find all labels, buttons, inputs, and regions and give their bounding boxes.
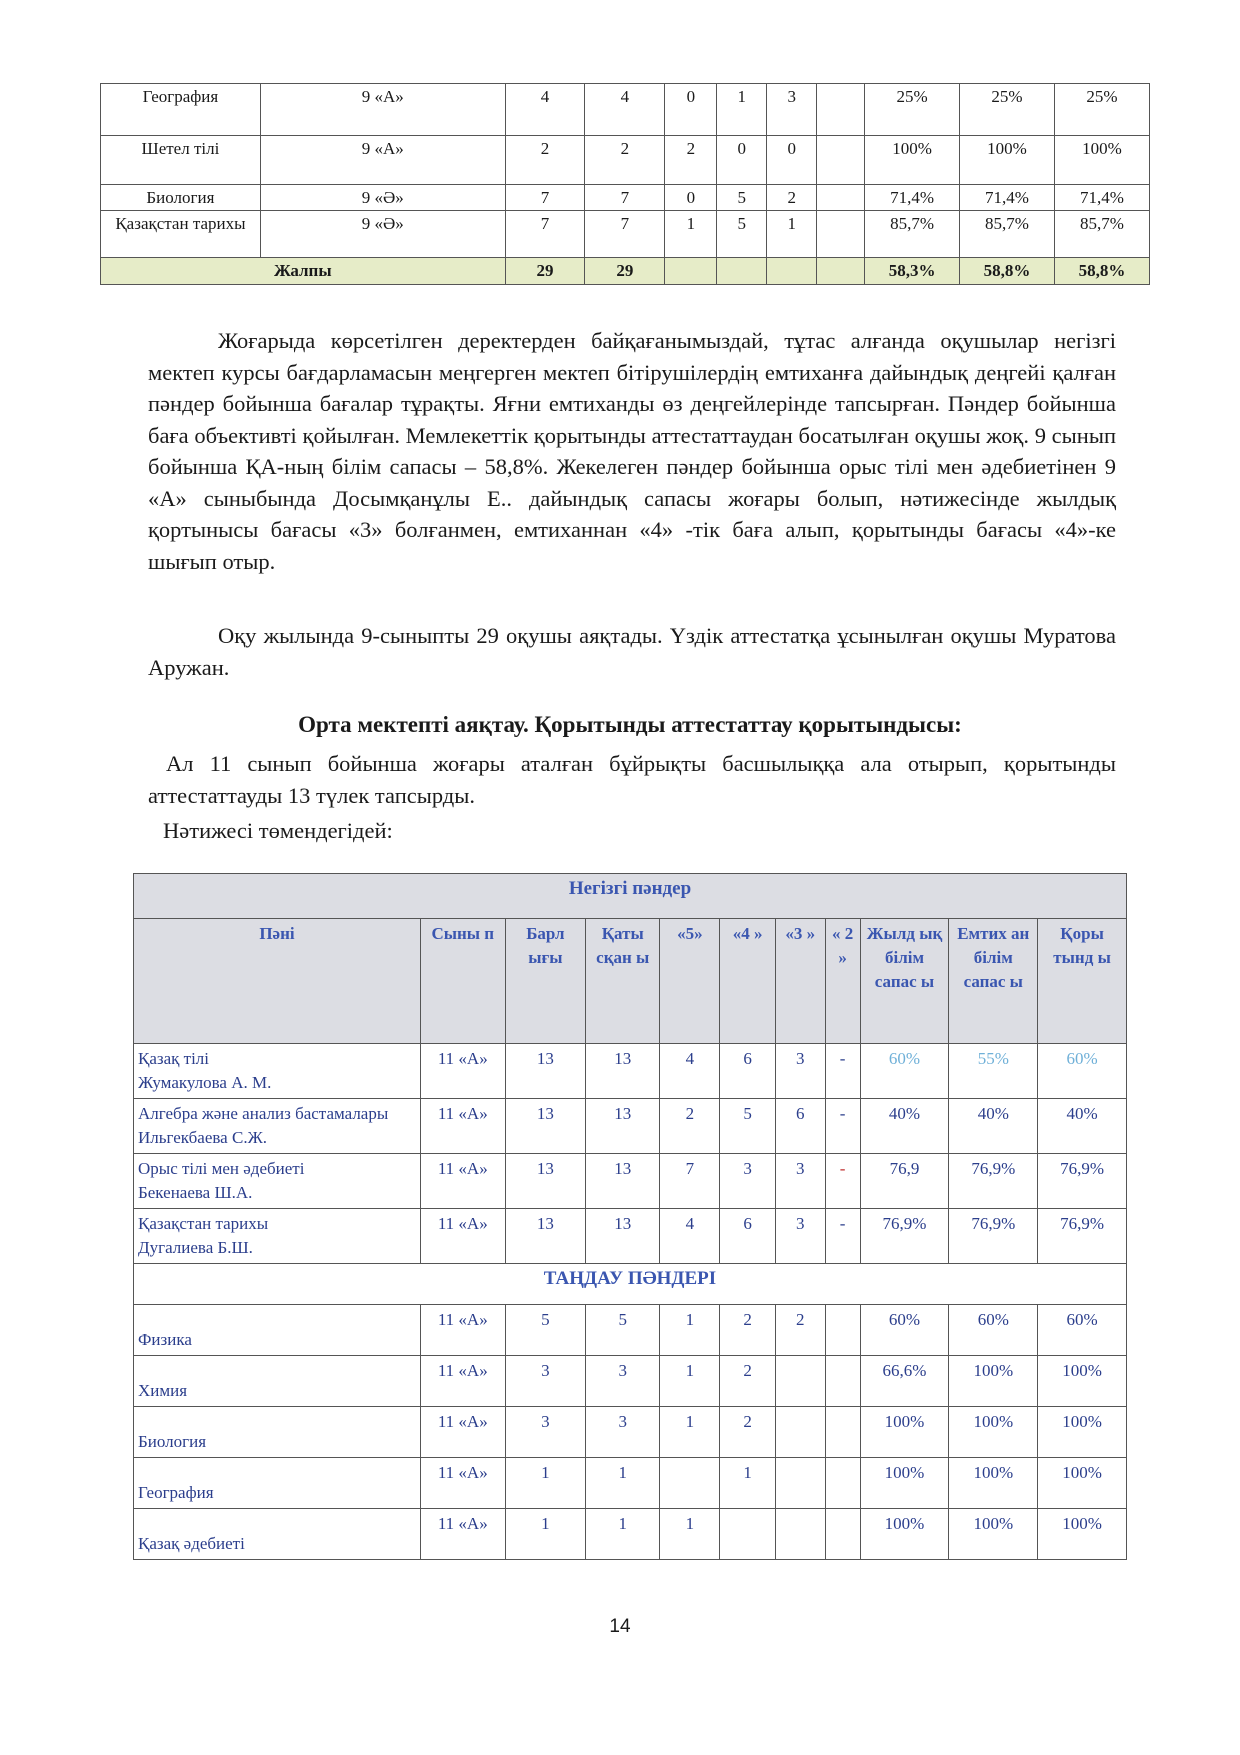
cell: 60% <box>1038 1044 1127 1099</box>
table-row <box>134 1154 1127 1209</box>
subject-cell: Физика <box>134 1305 421 1356</box>
subject-cell <box>134 1154 421 1209</box>
cell <box>825 1407 860 1458</box>
teacher-name: Ильгекбаева С.Ж. <box>138 1128 268 1147</box>
subject-cell: География <box>101 84 261 136</box>
cell: 76,9% <box>1038 1154 1127 1209</box>
cell <box>817 185 865 211</box>
subject-name: Қазақ тілі <box>138 1049 210 1068</box>
cell: 76,9% <box>1038 1209 1127 1264</box>
cell: 76,9% <box>860 1209 949 1264</box>
cell: 71,4% <box>1054 185 1149 211</box>
cell: 100% <box>860 1458 949 1509</box>
section-heading: Орта мектепті аяқтау. Қорытынды аттестаттау қорытындысы: <box>298 712 962 737</box>
cell: 58,8% <box>1054 258 1149 285</box>
cell: 5 <box>586 1305 660 1356</box>
cell: 4 <box>585 84 665 136</box>
column-header: Пәні <box>134 919 421 1044</box>
cell <box>817 211 865 258</box>
cell: 0 <box>665 185 717 211</box>
column-header: «3 » <box>776 919 826 1044</box>
column-header: Жылд ық білім сапас ы <box>860 919 949 1044</box>
cell: 58,3% <box>865 258 960 285</box>
section-title: ТАҢДАУ ПӘНДЕРІ <box>134 1264 1127 1305</box>
cell: 5 <box>720 1099 776 1154</box>
paragraph: Нәтижесі төмендегідей: <box>163 818 393 843</box>
column-header: Қаты сқан ы <box>586 919 660 1044</box>
cell <box>767 258 817 285</box>
cell: - <box>825 1154 860 1209</box>
cell: - <box>825 1209 860 1264</box>
cell: 4 <box>505 84 585 136</box>
cell <box>817 84 865 136</box>
cell: 100% <box>860 1407 949 1458</box>
cell: 2 <box>585 136 665 185</box>
cell: 100% <box>949 1458 1038 1509</box>
cell: 76,9% <box>949 1209 1038 1264</box>
cell: 60% <box>949 1305 1038 1356</box>
cell: 40% <box>949 1099 1038 1154</box>
cell: 25% <box>865 84 960 136</box>
cell <box>660 1458 720 1509</box>
class-cell: 9 «А» <box>260 136 505 185</box>
cell: - <box>825 1044 860 1099</box>
cell: 2 <box>767 185 817 211</box>
cell: 3 <box>505 1356 586 1407</box>
cell: 100% <box>960 136 1055 185</box>
cell: - <box>825 1099 860 1154</box>
cell: 1 <box>586 1509 660 1560</box>
cell: 2 <box>505 136 585 185</box>
cell: 1 <box>767 211 817 258</box>
cell: 13 <box>586 1099 660 1154</box>
subject-cell <box>134 1044 421 1099</box>
cell <box>825 1458 860 1509</box>
table-caption: Негізгі пәндер <box>134 874 1127 919</box>
paragraph-text: Ал 11 сынып бойынша жоғары аталған бұйрықты басшылыққа ала отырып, қорытынды аттестаттауды 13 түлек тапсырды. <box>148 751 1116 808</box>
cell: 1 <box>660 1356 720 1407</box>
class-cell: 9 «А» <box>260 84 505 136</box>
subject-cell: Шетел тілі <box>101 136 261 185</box>
column-header: «4 » <box>720 919 776 1044</box>
table-row <box>101 84 1150 136</box>
cell: 11 «А» <box>420 1407 505 1458</box>
cell: 58,8% <box>960 258 1055 285</box>
total-row <box>101 258 1150 285</box>
cell: 0 <box>717 136 767 185</box>
table-row <box>134 1209 1127 1264</box>
subject-cell <box>134 1099 421 1154</box>
cell: 6 <box>776 1099 826 1154</box>
cell: 29 <box>505 258 585 285</box>
subject-cell: География <box>134 1458 421 1509</box>
cell: 100% <box>1038 1509 1127 1560</box>
cell <box>817 258 865 285</box>
cell <box>717 258 767 285</box>
cell: 1 <box>720 1458 776 1509</box>
table-row <box>101 185 1150 211</box>
teacher-name: Дугалиева Б.Ш. <box>138 1238 253 1257</box>
column-header: Сыны п <box>420 919 505 1044</box>
cell: 4 <box>660 1044 720 1099</box>
cell: 2 <box>720 1356 776 1407</box>
cell: 40% <box>860 1099 949 1154</box>
cell: 100% <box>1054 136 1149 185</box>
cell: 3 <box>776 1209 826 1264</box>
cell: 13 <box>586 1209 660 1264</box>
cell: 76,9% <box>949 1154 1038 1209</box>
table-header-row <box>134 919 1127 1044</box>
cell: 11 «А» <box>420 1209 505 1264</box>
cell: 3 <box>767 84 817 136</box>
subject-cell <box>134 1209 421 1264</box>
cell <box>825 1305 860 1356</box>
table-row <box>134 1099 1127 1154</box>
cell: 1 <box>586 1458 660 1509</box>
paragraph-text: Жоғарыда көрсетілген деректерден байқағанымыздай, тұтас алғанда оқушылар негізгі мектеп курсы бағдарламасын меңгерген мектеп бітірушілердің емтиханға дайындық деңгейі қалған пәндер бойынша бағалар тұрақты. Яғни емтиханды өз деңгейлерінде тапсырған. Пәндер бойынша баға объективті қойылған. Мемлекеттік қорытынды аттестаттаудан босатылған оқушы жоқ. 9 сынып бойынша ҚА-ның білім сапасы – 58,8%. Жекелеген пәндер бойынша орыс тілі мен әдебиетінен 9 «А» сыныбында Досымқанұлы Е.. дайындық сапасы жоғары болып, нәтижесінде жылдық қортынысы бағасы «3» болғанмен, емтиханнан «4» -тік баға алып, қорытынды бағасы «4»-ке шығып отыр. <box>148 328 1116 574</box>
cell: 11 «А» <box>420 1356 505 1407</box>
cell: 13 <box>586 1044 660 1099</box>
cell: 25% <box>1054 84 1149 136</box>
cell <box>776 1356 826 1407</box>
cell: 13 <box>586 1154 660 1209</box>
cell: 4 <box>660 1209 720 1264</box>
teacher-name: Жумакулова А. М. <box>138 1073 272 1092</box>
cell: 1 <box>660 1305 720 1356</box>
cell: 100% <box>949 1509 1038 1560</box>
cell: 25% <box>960 84 1055 136</box>
cell: 2 <box>720 1305 776 1356</box>
cell: 55% <box>949 1044 1038 1099</box>
subject-name: Қазақстан тарихы <box>138 1214 269 1233</box>
cell <box>776 1458 826 1509</box>
section-row <box>134 1264 1127 1305</box>
cell: 11 «А» <box>420 1044 505 1099</box>
subject-cell: Биология <box>134 1407 421 1458</box>
column-header: Қоры тынд ы <box>1038 919 1127 1044</box>
table-caption-row <box>134 874 1127 919</box>
cell <box>825 1509 860 1560</box>
grade11-results-table <box>133 873 1127 1560</box>
cell: 11 «А» <box>420 1458 505 1509</box>
paragraph <box>148 748 1116 811</box>
cell: 11 «А» <box>420 1099 505 1154</box>
table-row <box>134 1458 1127 1509</box>
cell: 0 <box>665 84 717 136</box>
cell: 2 <box>720 1407 776 1458</box>
column-header: Барл ығы <box>505 919 586 1044</box>
cell: 6 <box>720 1044 776 1099</box>
cell: 85,7% <box>865 211 960 258</box>
cell: 1 <box>505 1509 586 1560</box>
page-number: 14 <box>609 1616 631 1637</box>
cell: 1 <box>505 1458 586 1509</box>
cell: 85,7% <box>1054 211 1149 258</box>
cell: 3 <box>586 1407 660 1458</box>
subject-cell: Химия <box>134 1356 421 1407</box>
cell: 0 <box>767 136 817 185</box>
cell <box>825 1356 860 1407</box>
cell: 1 <box>660 1509 720 1560</box>
cell: 100% <box>1038 1356 1127 1407</box>
cell: 7 <box>585 211 665 258</box>
cell: 100% <box>949 1407 1038 1458</box>
table-row <box>101 136 1150 185</box>
cell: 3 <box>586 1356 660 1407</box>
column-header: « 2 » <box>825 919 860 1044</box>
cell: 5 <box>505 1305 586 1356</box>
cell: 60% <box>1038 1305 1127 1356</box>
cell: 76,9 <box>860 1154 949 1209</box>
class-cell: 9 «Ә» <box>260 185 505 211</box>
column-header: Емтих ан білім сапас ы <box>949 919 1038 1044</box>
paragraph <box>148 325 1116 577</box>
cell: 3 <box>776 1044 826 1099</box>
cell <box>817 136 865 185</box>
cell: 1 <box>660 1407 720 1458</box>
class-cell: 9 «Ә» <box>260 211 505 258</box>
table-row <box>134 1407 1127 1458</box>
cell: 100% <box>949 1356 1038 1407</box>
cell: 3 <box>720 1154 776 1209</box>
table-row <box>134 1305 1127 1356</box>
cell: 1 <box>665 211 717 258</box>
cell: 11 «А» <box>420 1305 505 1356</box>
table-row <box>101 211 1150 258</box>
cell: 2 <box>665 136 717 185</box>
cell: 13 <box>505 1154 586 1209</box>
table-row <box>134 1356 1127 1407</box>
column-header: «5» <box>660 919 720 1044</box>
cell: 100% <box>865 136 960 185</box>
cell: 7 <box>585 185 665 211</box>
cell: 13 <box>505 1044 586 1099</box>
grade9-results-table <box>100 83 1150 285</box>
subject-cell: Қазақстан тарихы <box>101 211 261 258</box>
cell: 11 «А» <box>420 1154 505 1209</box>
cell: 3 <box>505 1407 586 1458</box>
cell: 2 <box>660 1099 720 1154</box>
teacher-name: Бекенаева Ш.А. <box>138 1183 253 1202</box>
cell: 7 <box>505 211 585 258</box>
cell <box>776 1509 826 1560</box>
cell: 2 <box>776 1305 826 1356</box>
total-label: Жалпы <box>101 258 506 285</box>
cell: 66,6% <box>860 1356 949 1407</box>
subject-cell: Қазақ әдебиеті <box>134 1509 421 1560</box>
table-row <box>134 1509 1127 1560</box>
cell <box>665 258 717 285</box>
cell: 6 <box>720 1209 776 1264</box>
cell: 71,4% <box>865 185 960 211</box>
cell <box>776 1407 826 1458</box>
cell: 7 <box>660 1154 720 1209</box>
subject-name: Алгебра және анализ бастамалары <box>138 1104 389 1123</box>
cell: 100% <box>860 1509 949 1560</box>
paragraph-text: Оқу жылында 9-сыныпты 29 оқушы аяқтады. Үздік аттестатқа ұсынылған оқушы Муратова Аружан. <box>148 623 1116 680</box>
paragraph <box>148 620 1116 683</box>
subject-name: Орыс тілі мен әдебиеті <box>138 1159 305 1178</box>
cell <box>720 1509 776 1560</box>
cell: 7 <box>505 185 585 211</box>
cell: 1 <box>717 84 767 136</box>
cell: 5 <box>717 211 767 258</box>
cell: 60% <box>860 1305 949 1356</box>
cell: 100% <box>1038 1458 1127 1509</box>
cell: 60% <box>860 1044 949 1099</box>
cell: 5 <box>717 185 767 211</box>
cell: 40% <box>1038 1099 1127 1154</box>
cell: 29 <box>585 258 665 285</box>
cell: 3 <box>776 1154 826 1209</box>
cell: 13 <box>505 1209 586 1264</box>
cell: 100% <box>1038 1407 1127 1458</box>
cell: 11 «А» <box>420 1509 505 1560</box>
cell: 85,7% <box>960 211 1055 258</box>
cell: 13 <box>505 1099 586 1154</box>
subject-cell: Биология <box>101 185 261 211</box>
cell: 71,4% <box>960 185 1055 211</box>
table-row <box>134 1044 1127 1099</box>
